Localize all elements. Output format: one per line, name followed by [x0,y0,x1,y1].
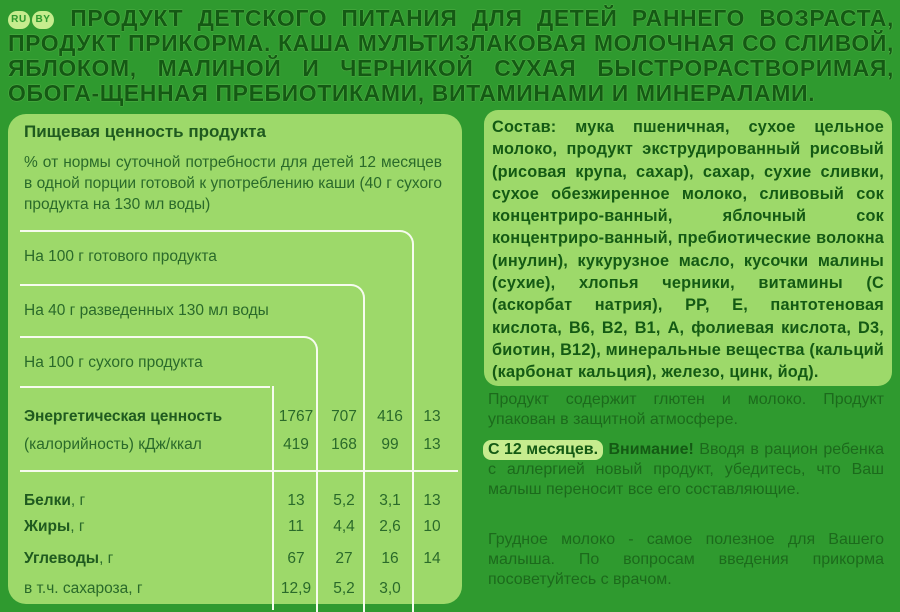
energy-label: Энергетическая ценность [24,408,223,425]
fat-name: Жиры [24,518,71,535]
sucrose-dry: 12,9 [280,580,312,597]
column-header-portion: На 40 г разведенных 130 мл воды [24,302,269,319]
fat-label [24,518,85,536]
fat-unit: , г [70,518,85,535]
carbs-portion: 27 [335,550,353,567]
energy-kcal-portion: 168 [331,436,357,453]
energy-kcal-percent: 13 [423,436,441,453]
energy-kj-percent: 13 [423,408,441,425]
carbs-percent: 14 [423,550,441,567]
age-warning [488,440,884,500]
column-header-dry: На 100 г сухого продукта [24,354,203,371]
fat-portion: 4,4 [333,518,355,535]
warning-text: Вводя в рацион ребенка с аллергией новый продукт, убедитесь, что Ваш малыш переносит все его составляющие. [488,441,884,498]
fat-dry: 11 [287,518,305,535]
by-flag-badge: BY [32,11,54,29]
ru-flag-badge: RU [8,11,30,29]
energy-kj-dry: 1767 [278,408,314,425]
carbs-dry: 67 [287,550,305,567]
nutrition-title: Пищевая ценность продукта [24,122,266,141]
energy-kcal-ready: 99 [381,436,399,453]
protein-name: Белки [24,492,71,509]
protein-unit: , г [70,492,86,509]
energy-kcal-dry: 419 [283,436,309,453]
carbs-name: Углеводы [24,550,100,567]
sucrose-portion: 5,2 [333,580,355,597]
product-description-text: ПРОДУКТ ДЕТСКОГО ПИТАНИЯ ДЛЯ ДЕТЕЙ РАННЕГО ВОЗРАСТА, ПРОДУКТ ПРИКОРМА. КАША МУЛЬТИЗЛАКОВАЯ МОЛОЧНАЯ СО СЛИВОЙ, ЯБЛОКОМ, МАЛИНОЙ И ЧЕРНИКОЙ СУХАЯ БЫСТРОРАСТВОРИМАЯ, ОБОГА-ЩЕННАЯ ПРЕБИОТИКАМИ, ВИТАМИНАМИ И МИНЕРАЛАМИ. [8,5,894,106]
protein-percent: 13 [423,492,441,509]
product-header [8,6,894,106]
fat-ready: 2,6 [379,518,401,535]
carbs-unit: , г [99,550,114,567]
protein-ready: 3,1 [379,492,401,509]
nutrition-panel [8,114,462,604]
energy-kj-ready: 416 [377,408,403,425]
energy-divider [20,470,458,472]
composition-text: Состав: мука пшеничная, сухое цельное молоко, продукт экструдированный рисовый (рисовая крупа, сахар), сахар, сухие сливки, сухое обезжиренное молоко, сливовый сок концентриро-ванный, яблочный сок концентриро-ванный, пребиотические волокна (инулин), кукурузное масло, кусочки малины (сухие), хлопья черники, витамины (С (аскорбат натрия), РР, Е, пантотеновая кислота, В6, В2, В1, А, фолиевая кислота, D3, биотин, В12), минеральные вещества (кальций (карбонат кальция), железо, цинк, йод). [492,118,884,382]
energy-kj-portion: 707 [331,408,357,425]
age-badge: С 12 месяцев. [483,440,603,460]
product-description [8,6,894,106]
sucrose-ready: 3,0 [379,580,401,597]
protein-dry: 13 [287,492,305,509]
carbs-ready: 16 [381,550,399,567]
protein-label [24,492,85,510]
nutrition-subtitle: % от нормы суточной потребности для детей 12 месяцев в одной порции готовой к употреблению каши (40 г сухого продукта на 130 мл воды) [24,154,442,213]
energy-unit-label: (калорийность) кДж/ккал [24,436,202,453]
sucrose-label: в т.ч. сахароза, г [24,580,143,597]
warning-label: Внимание! [608,441,694,458]
breastmilk-note: Грудное молоко - самое полезное для Вашего малыша. По вопросам введения прикорма посоветуйтесь с врачом. [488,531,884,588]
carbs-label [24,550,113,568]
column-header-ready: На 100 г готового продукта [24,248,217,265]
composition-box [484,110,892,386]
protein-portion: 5,2 [333,492,355,509]
fat-percent: 10 [423,518,441,535]
allergen-note: Продукт содержит глютен и молоко. Продукт упакован в защитной атмосфере. [488,391,884,428]
